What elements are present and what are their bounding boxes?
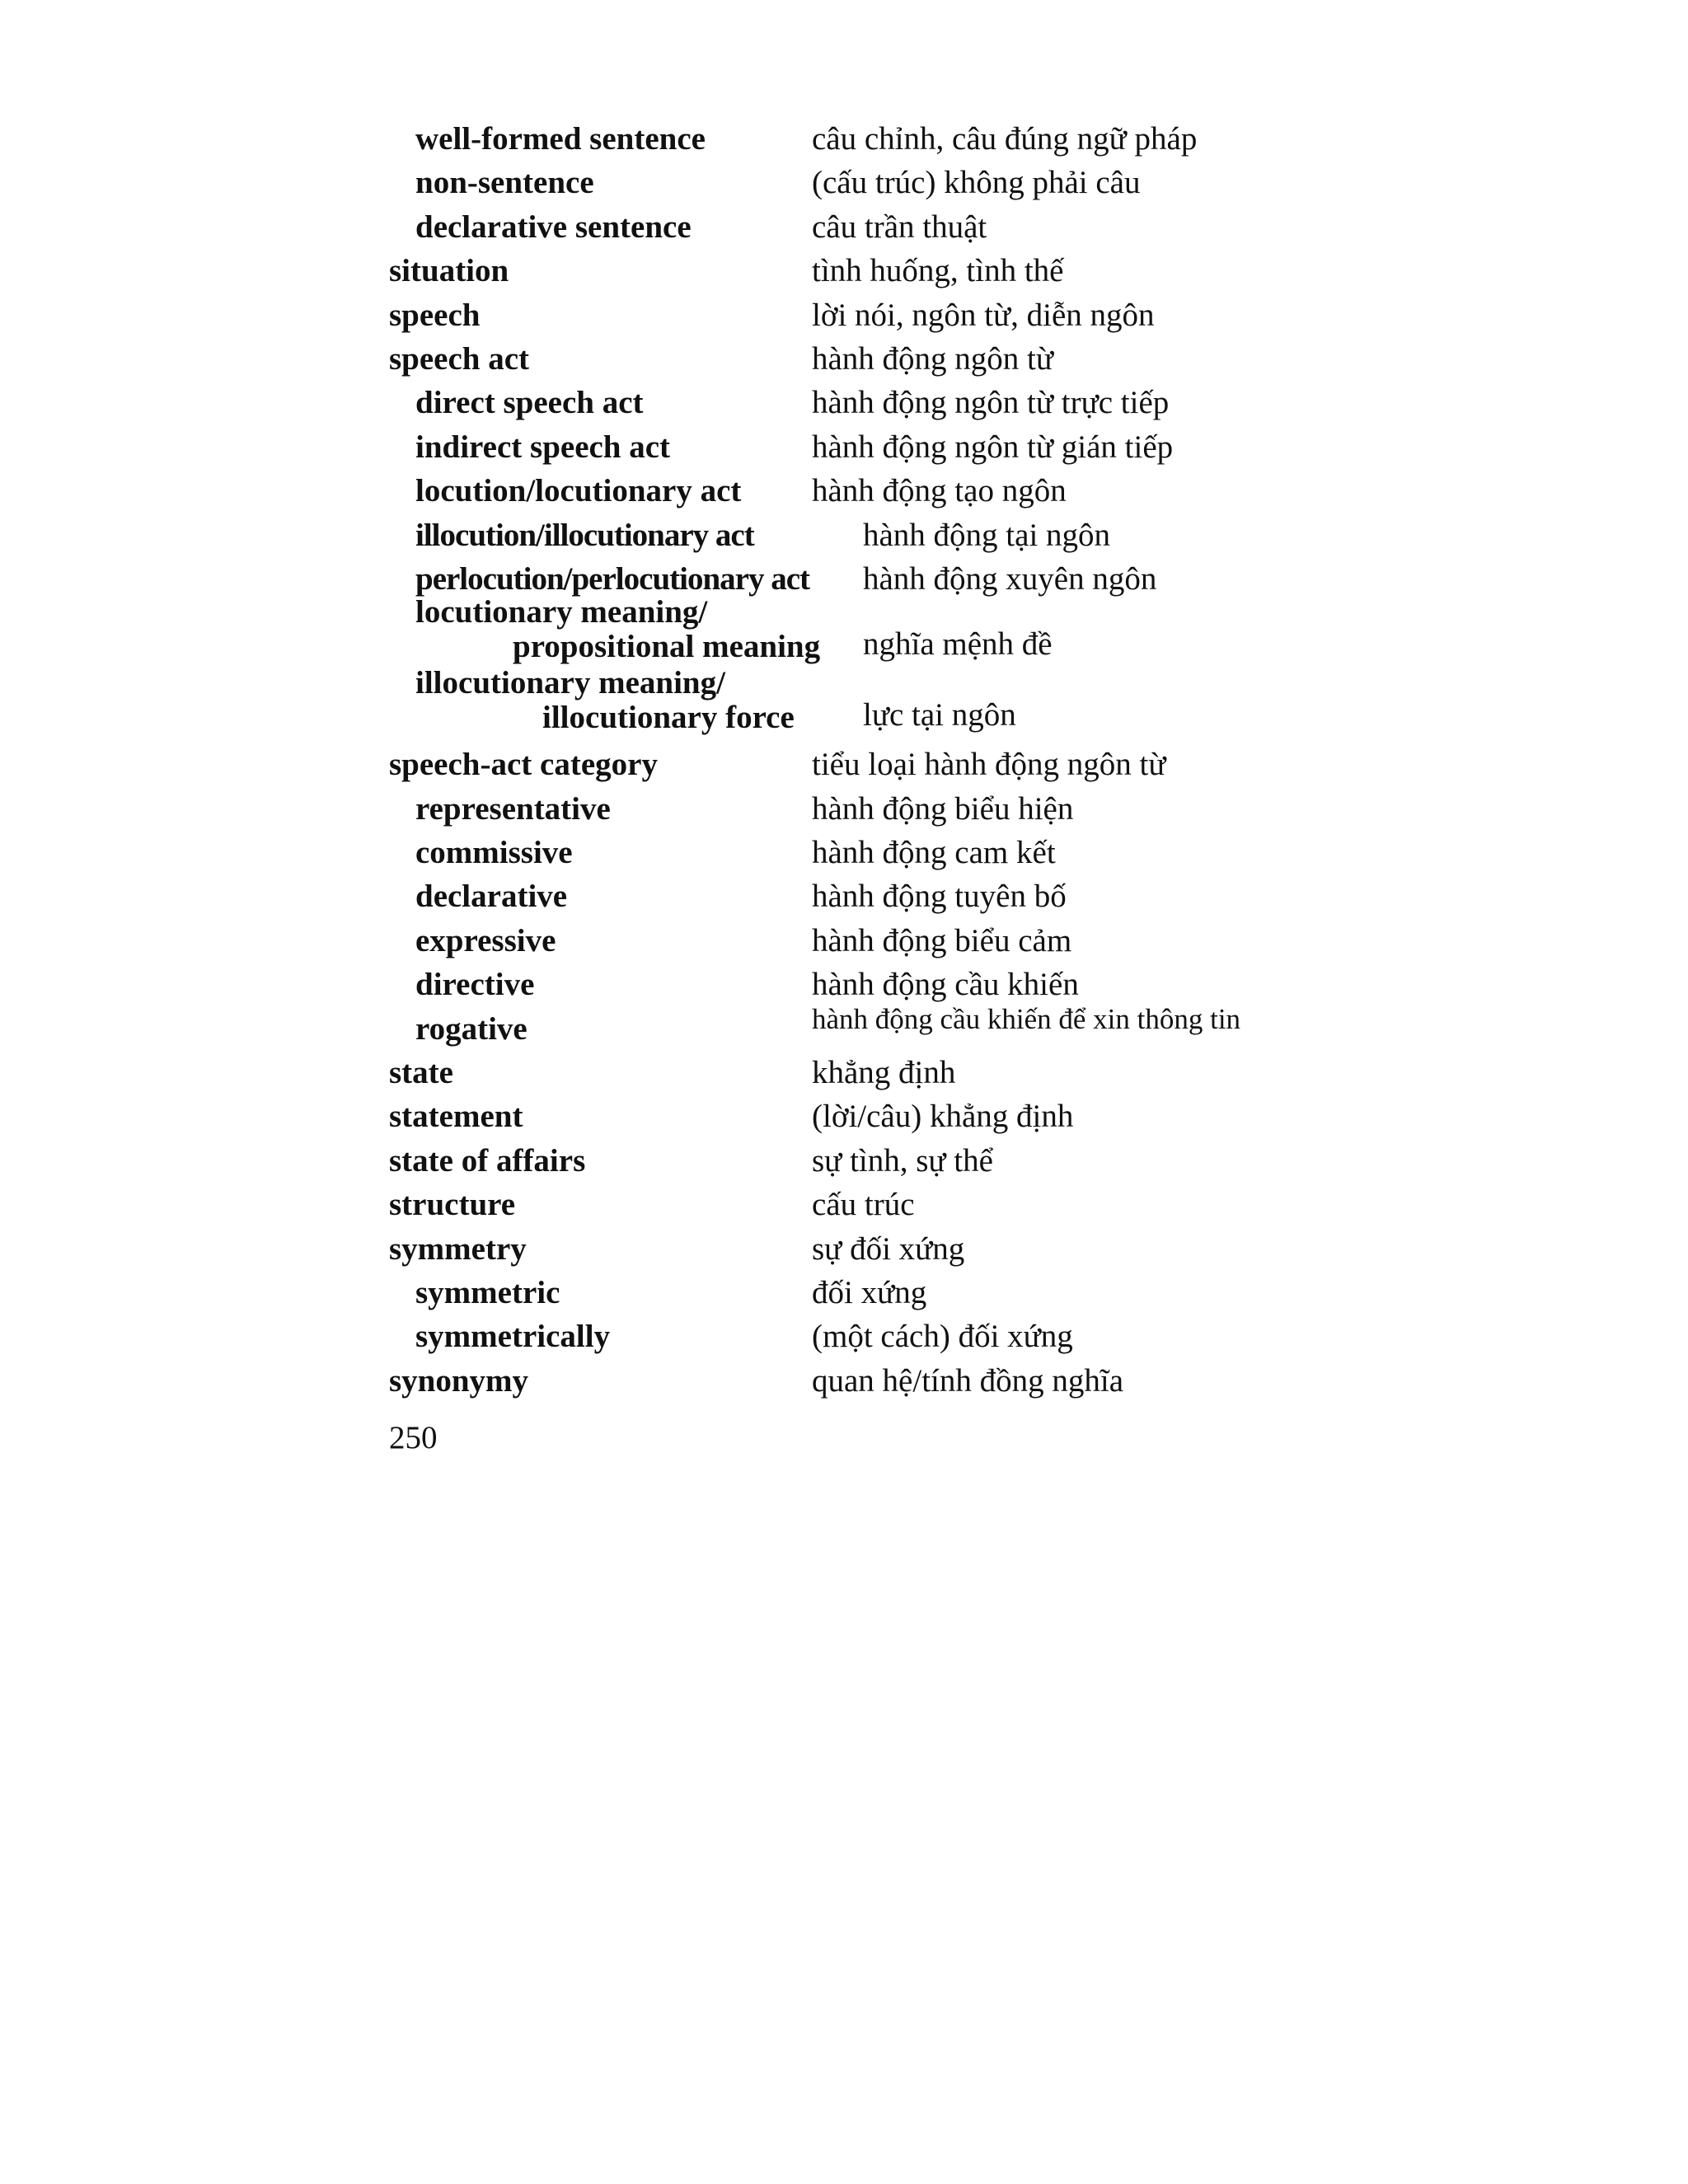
glossary-entry: [389, 249, 1329, 293]
entry-term: symmetrically: [415, 1319, 611, 1355]
entry-term-continued: propositional meaning: [513, 629, 821, 665]
entry-term: rogative: [415, 1010, 528, 1047]
entry-definition: (lời/câu) khẳng định: [812, 1099, 1074, 1135]
entry-definition: hành động ngôn từ gián tiếp: [812, 429, 1174, 465]
page-number: 250: [389, 1420, 438, 1455]
entry-term: synonymy: [389, 1362, 529, 1399]
entry-term: locution/locutionary act: [415, 473, 742, 509]
glossary-list: [389, 117, 1329, 1403]
entry-term: declarative sentence: [415, 209, 692, 245]
entry-definition: quan hệ/tính đồng nghĩa: [812, 1362, 1124, 1399]
glossary-entry: [389, 425, 1329, 469]
entry-term: statement: [389, 1099, 523, 1135]
glossary-entry: [389, 919, 1329, 963]
glossary-entry: [389, 874, 1329, 918]
entry-term-continued: illocutionary force: [542, 700, 795, 736]
glossary-entry: [389, 1094, 1329, 1138]
entry-term: state: [389, 1055, 453, 1091]
entry-term: non-sentence: [415, 165, 594, 201]
entry-term: representative: [415, 790, 611, 827]
glossary-entry: [389, 513, 1329, 557]
glossary-entry: [389, 1359, 1329, 1403]
glossary-entry: [389, 117, 1329, 161]
glossary-entry: [389, 1051, 1329, 1094]
glossary-entry: [389, 337, 1329, 381]
entry-definition: câu trần thuật: [812, 209, 987, 245]
glossary-entry: [389, 469, 1329, 513]
entry-term: symmetry: [389, 1230, 527, 1267]
entry-definition: (một cách) đối xứng: [812, 1319, 1073, 1355]
glossary-entry: [389, 1183, 1329, 1226]
glossary-entry: [389, 1271, 1329, 1315]
entry-definition: câu chỉnh, câu đúng ngữ pháp: [812, 121, 1198, 157]
glossary-entry: [389, 594, 1329, 672]
glossary-entry: [389, 381, 1329, 424]
entry-term: situation: [389, 253, 509, 289]
glossary-entry: [389, 1139, 1329, 1183]
glossary-entry: [389, 1227, 1329, 1271]
entry-term: perlocution/perlocutionary act: [415, 560, 810, 597]
glossary-entry: [389, 205, 1329, 249]
glossary-entry: [389, 787, 1329, 831]
glossary-entry: [389, 665, 1329, 743]
entry-definition: hành động ngôn từ: [812, 340, 1054, 377]
glossary-entry: [389, 743, 1329, 786]
entry-definition: sự tình, sự thể: [812, 1142, 993, 1179]
entry-definition: (cấu trúc) không phải câu: [812, 165, 1141, 201]
entry-term: indirect speech act: [415, 429, 671, 465]
entry-definition: hành động biểu hiện: [812, 790, 1074, 827]
entry-term: well-formed sentence: [415, 121, 706, 157]
entry-term: declarative: [415, 879, 568, 915]
entry-definition: nghĩa mệnh đề: [863, 626, 1053, 663]
glossary-entry: [389, 831, 1329, 874]
entry-definition: tiểu loại hành động ngôn từ: [812, 747, 1166, 783]
entry-term: speech: [389, 297, 481, 333]
entry-term: structure: [389, 1187, 516, 1223]
glossary-entry: [389, 161, 1329, 204]
entry-definition: lực tại ngôn: [863, 697, 1016, 733]
glossary-entry: [389, 1002, 1329, 1051]
entry-definition: hành động cam kết: [812, 835, 1056, 871]
entry-definition: tình huống, tình thế: [812, 253, 1064, 289]
entry-definition: hành động tạo ngôn: [812, 473, 1067, 509]
entry-definition: hành động biểu cảm: [812, 922, 1072, 958]
entry-definition: sự đối xứng: [812, 1230, 965, 1267]
glossary-entry: [389, 293, 1329, 337]
entry-definition: hành động ngôn từ trực tiếp: [812, 385, 1170, 421]
entry-term: commissive: [415, 835, 573, 871]
entry-definition: hành động xuyên ngôn: [863, 560, 1157, 597]
entry-term: symmetric: [415, 1274, 560, 1310]
entry-term: speech act: [389, 340, 530, 377]
entry-definition: hành động tuyên bố: [812, 879, 1067, 915]
entry-definition: hành động cầu khiến: [812, 967, 1079, 1003]
entry-definition: hành động cầu khiến để xin thông tin: [812, 1002, 1241, 1035]
entry-term: state of affairs: [389, 1142, 586, 1179]
entry-definition: đối xứng: [812, 1274, 927, 1310]
entry-term: direct speech act: [415, 385, 644, 421]
entry-term: locutionary meaning/: [415, 594, 708, 630]
entry-term: illocutionary meaning/: [415, 665, 725, 701]
entry-definition: lời nói, ngôn từ, diễn ngôn: [812, 297, 1155, 333]
entry-definition: khẳng định: [812, 1055, 956, 1091]
entry-definition: cấu trúc: [812, 1187, 915, 1223]
entry-definition: hành động tại ngôn: [863, 517, 1111, 553]
entry-term: expressive: [415, 922, 556, 958]
entry-term: illocution/illocutionary act: [415, 517, 754, 553]
entry-term: speech-act category: [389, 747, 658, 783]
entry-term: directive: [415, 967, 535, 1003]
glossary-entry: [389, 1315, 1329, 1358]
